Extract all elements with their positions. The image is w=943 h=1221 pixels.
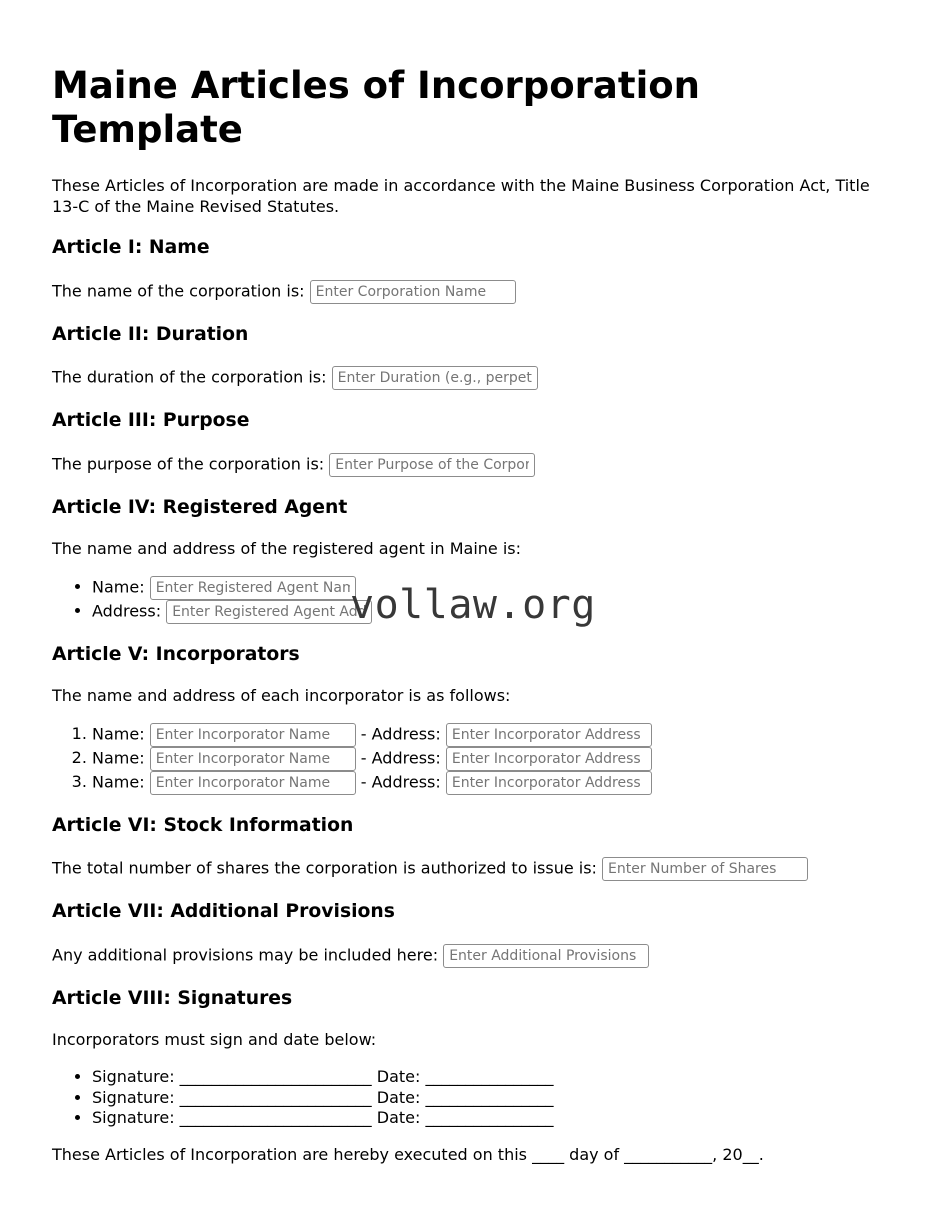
list-item-agent-address	[92, 600, 891, 624]
incorporator-2-name-input[interactable]	[150, 747, 356, 771]
incorporators-list	[52, 723, 891, 795]
article-8-heading: Article VIII: Signatures	[52, 987, 293, 1009]
article-6-row	[52, 857, 891, 881]
signature-1-label: Signature:	[92, 1066, 175, 1086]
incorporator-3-name-input[interactable]	[150, 771, 356, 795]
article-3-heading: Article III: Purpose	[52, 410, 250, 432]
article-2-heading: Article II: Duration	[52, 323, 249, 345]
intro-paragraph: These Articles of Incorporation are made in accordance with the Maine Business Corporation Act, Title 13-C of the Maine Revised Statutes.	[52, 175, 870, 216]
page-title: Maine Articles of Incorporation Template	[52, 64, 701, 152]
date-1-label: Date:	[376, 1066, 421, 1086]
incorporator-2-name-label: Name:	[92, 748, 145, 768]
incorporator-3-name-label: Name:	[92, 772, 145, 792]
corporation-name-input[interactable]	[310, 280, 516, 304]
signature-3-blank: ________________________	[179, 1108, 372, 1128]
date-3-blank: ________________	[425, 1108, 554, 1128]
incorporator-1-address-label: - Address:	[360, 724, 441, 744]
signature-3-label: Signature:	[92, 1108, 175, 1128]
shares-input[interactable]	[602, 857, 808, 881]
signature-2-blank: ________________________	[179, 1087, 372, 1107]
signature-1-blank: ________________________	[179, 1066, 372, 1086]
additional-provisions-input[interactable]	[443, 944, 649, 968]
corporation-name-label: The name of the corporation is:	[52, 281, 305, 301]
registered-agent-list	[52, 576, 891, 628]
article-8-intro: Incorporators must sign and date below:	[52, 1029, 377, 1049]
incorporator-3-address-input[interactable]	[446, 771, 652, 795]
article-1-row	[52, 280, 891, 304]
additional-provisions-label: Any additional provisions may be included here:	[52, 945, 439, 965]
signature-2-label: Signature:	[92, 1087, 175, 1107]
watermark: vollaw.org	[350, 582, 596, 628]
incorporator-1-name-input[interactable]	[150, 723, 356, 747]
article-4-heading: Article IV: Registered Agent	[52, 496, 348, 518]
incorporator-3-address-label: - Address:	[360, 772, 441, 792]
incorporator-row-3	[92, 771, 891, 795]
registered-agent-name-input[interactable]	[150, 576, 356, 600]
shares-label: The total number of shares the corporation is authorized to issue is:	[52, 858, 597, 878]
date-1-blank: ________________	[425, 1066, 554, 1086]
closing-statement: These Articles of Incorporation are hereby executed on this ____ day of ___________, 20__.	[52, 1145, 764, 1165]
registered-agent-address-input[interactable]	[166, 600, 372, 624]
article-7-row	[52, 944, 891, 968]
duration-label: The duration of the corporation is:	[52, 367, 327, 387]
agent-name-label: Name:	[92, 577, 145, 597]
article-3-row	[52, 453, 891, 477]
duration-input[interactable]	[332, 366, 538, 390]
signatures-list	[52, 1067, 891, 1129]
article-5-heading: Article V: Incorporators	[52, 643, 300, 665]
article-1-heading: Article I: Name	[52, 237, 210, 259]
date-2-label: Date:	[376, 1087, 421, 1107]
agent-address-label: Address:	[92, 601, 162, 621]
article-2-row	[52, 366, 891, 390]
signature-row-2	[92, 1088, 891, 1109]
article-7-heading: Article VII: Additional Provisions	[52, 901, 395, 923]
signature-row-1	[92, 1067, 891, 1088]
incorporator-2-address-label: - Address:	[360, 748, 441, 768]
date-3-label: Date:	[376, 1108, 421, 1128]
list-item-agent-name	[92, 576, 891, 600]
article-6-heading: Article VI: Stock Information	[52, 814, 354, 836]
incorporator-2-address-input[interactable]	[446, 747, 652, 771]
signature-row-3	[92, 1108, 891, 1129]
incorporator-1-name-label: Name:	[92, 724, 145, 744]
purpose-input[interactable]	[329, 453, 535, 477]
date-2-blank: ________________	[425, 1087, 554, 1107]
incorporator-1-address-input[interactable]	[446, 723, 652, 747]
incorporator-row-2	[92, 747, 891, 771]
article-5-intro: The name and address of each incorporator is as follows:	[52, 686, 511, 706]
article-4-intro: The name and address of the registered agent in Maine is:	[52, 538, 521, 558]
incorporator-row-1	[92, 723, 891, 747]
purpose-label: The purpose of the corporation is:	[52, 454, 325, 473]
